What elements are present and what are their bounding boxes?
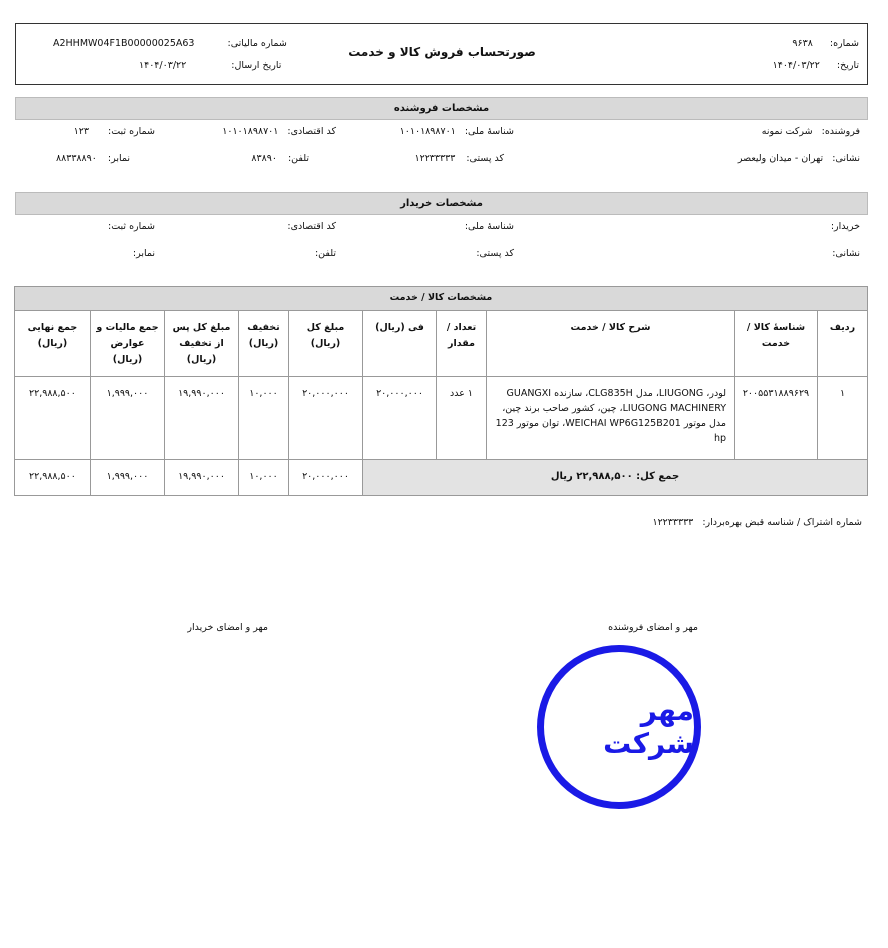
seller-postal-code — [415, 153, 505, 164]
cell-code: ۲۰۰۵۵۳۱۸۸۹۶۲۹ — [735, 377, 818, 460]
col-header-code: شناسهٔ کالا / خدمت — [735, 311, 818, 377]
send-date-label: تاریخ ارسال: — [231, 60, 282, 71]
send-date-value: ۱۴۰۴/۰۳/۲۲ — [139, 60, 187, 71]
col-header-tax: جمع مالیات و عوارض (ریال) — [91, 311, 165, 377]
seller-fax — [56, 153, 130, 164]
items-table-wrapper — [15, 286, 868, 496]
cell-tax: ۱,۹۹۹,۰۰۰ — [91, 377, 165, 460]
invoice-header — [15, 23, 868, 85]
buyer-phone — [315, 248, 336, 259]
buyer-national-id — [465, 221, 514, 232]
buyer-postal-code-label: کد پستی: — [476, 248, 514, 259]
invoice-number-value: ۹۶۳۸ — [792, 38, 813, 49]
tax-number — [53, 38, 287, 49]
col-header-after-discount: مبلغ کل پس از تخفیف (ریال) — [165, 311, 239, 377]
seller-economic-code-value: ۱۰۱۰۱۸۹۸۷۰۱ — [222, 126, 279, 137]
cell-quantity: ۱ عدد — [437, 377, 487, 460]
seller-postal-code-value: ۱۲۲۳۳۳۳۳ — [414, 153, 456, 164]
seller-economic-code — [222, 126, 336, 137]
invoice-date — [773, 60, 859, 71]
seller-economic-code-label: کد اقتصادی: — [287, 126, 336, 137]
subscription-label: شماره اشتراک / شناسه قبض بهره‌بردار: — [702, 517, 862, 528]
seller-phone — [251, 153, 309, 164]
buyer-reg-number — [108, 221, 155, 232]
col-header-unit-price: فی (ریال) — [363, 311, 437, 377]
col-header-row-number: ردیف — [818, 311, 868, 377]
seller-address-label: نشانی: — [832, 153, 860, 164]
buyer-fax — [133, 248, 155, 259]
cell-final: ۲۲,۹۸۸,۵۰۰ — [14, 377, 90, 460]
col-header-quantity: تعداد / مقدار — [437, 311, 487, 377]
seller-name — [762, 126, 860, 137]
company-stamp-text: مهر شرکت — [603, 694, 694, 760]
seller-national-id-value: ۱۰۱۰۱۸۹۸۷۰۱ — [399, 126, 456, 137]
seller-name-value: شرکت نمونه — [761, 126, 813, 137]
buyer-economic-code-label: کد اقتصادی: — [287, 221, 336, 232]
invoice-date-value: ۱۴۰۴/۰۳/۲۲ — [772, 60, 820, 71]
cell-discount: ۱۰,۰۰۰ — [239, 377, 289, 460]
buyer-address-label: نشانی: — [832, 248, 860, 259]
sum-final: ۲۲,۹۸۸,۵۰۰ — [14, 460, 90, 496]
cell-row-number: ۱ — [818, 377, 868, 460]
items-section-title: مشخصات کالا / خدمت — [14, 287, 867, 311]
seller-name-label: فروشنده: — [821, 126, 860, 137]
tax-number-label: شماره مالیاتی: — [227, 38, 287, 49]
col-header-description: شرح کالا / خدمت — [487, 311, 735, 377]
buyer-address — [832, 248, 860, 259]
grand-total-label: جمع کل: ۲۲,۹۸۸,۵۰۰ ریال — [363, 460, 868, 496]
tax-number-value: A2HHMW04F1B00000025A63 — [53, 38, 195, 49]
buyer-section-title: مشخصات خریدار — [15, 192, 868, 215]
seller-fax-value: ۸۸۳۳۸۸۹۰ — [56, 153, 97, 164]
buyer-phone-label: تلفن: — [314, 248, 336, 259]
buyer-signature-label: مهر و امضای خریدار — [187, 622, 268, 633]
cell-total: ۲۰,۰۰۰,۰۰۰ — [289, 377, 363, 460]
items-header-row — [14, 311, 867, 377]
seller-signature-label: مهر و امضای فروشنده — [608, 622, 698, 633]
seller-address — [738, 153, 860, 164]
seller-phone-value: ۸۳۸۹۰ — [251, 153, 277, 164]
seller-postal-code-label: کد پستی: — [466, 153, 504, 164]
sum-after-discount: ۱۹,۹۹۰,۰۰۰ — [165, 460, 239, 496]
col-header-total: مبلغ کل (ریال) — [289, 311, 363, 377]
col-header-discount: تخفیف (ریال) — [239, 311, 289, 377]
cell-description: لودر، LIUGONG، مدل CLG835H، سازنده GUANGXI LIUGONG MACHINERY، چین، کشور صاحب برند چین، مدل موتور WEICHAI WP6G125B201، توان موتور 123 hp — [487, 377, 735, 460]
totals-row — [14, 460, 867, 496]
sum-total: ۲۰,۰۰۰,۰۰۰ — [289, 460, 363, 496]
seller-section-title: مشخصات فروشنده — [15, 97, 868, 120]
buyer-name-label: خریدار: — [830, 221, 860, 232]
buyer-name — [831, 221, 860, 232]
subscription-value: ۱۲۲۳۳۳۳۳ — [652, 517, 694, 528]
seller-national-id — [400, 126, 514, 137]
seller-reg-number-value: ۱۲۳ — [73, 126, 89, 137]
seller-reg-number-label: شماره ثبت: — [108, 126, 155, 137]
send-date — [139, 60, 281, 71]
invoice-number-label: شماره: — [829, 38, 859, 49]
seller-fax-label: نمابر: — [107, 153, 130, 164]
company-stamp — [537, 645, 701, 809]
invoice-title: صورتحساب فروش کالا و خدمت — [348, 45, 536, 59]
buyer-fax-label: نمابر: — [132, 248, 155, 259]
invoice-date-label: تاریخ: — [836, 60, 859, 71]
col-header-final: جمع نهایی (ریال) — [14, 311, 90, 377]
cell-unit-price: ۲۰,۰۰۰,۰۰۰ — [363, 377, 437, 460]
buyer-reg-number-label: شماره ثبت: — [108, 221, 155, 232]
sum-discount: ۱۰,۰۰۰ — [239, 460, 289, 496]
seller-reg-number — [74, 126, 155, 137]
table-row — [14, 377, 867, 460]
cell-after-discount: ۱۹,۹۹۰,۰۰۰ — [165, 377, 239, 460]
buyer-national-id-label: شناسهٔ ملی: — [464, 221, 514, 232]
subscription-number — [652, 517, 862, 528]
invoice-number — [792, 38, 859, 49]
buyer-postal-code — [476, 248, 514, 259]
items-table — [14, 286, 868, 496]
seller-address-value: تهران - میدان ولیعصر — [737, 153, 824, 164]
seller-phone-label: تلفن: — [287, 153, 309, 164]
sum-tax: ۱,۹۹۹,۰۰۰ — [91, 460, 165, 496]
seller-national-id-label: شناسهٔ ملی: — [464, 126, 514, 137]
buyer-economic-code — [287, 221, 336, 232]
